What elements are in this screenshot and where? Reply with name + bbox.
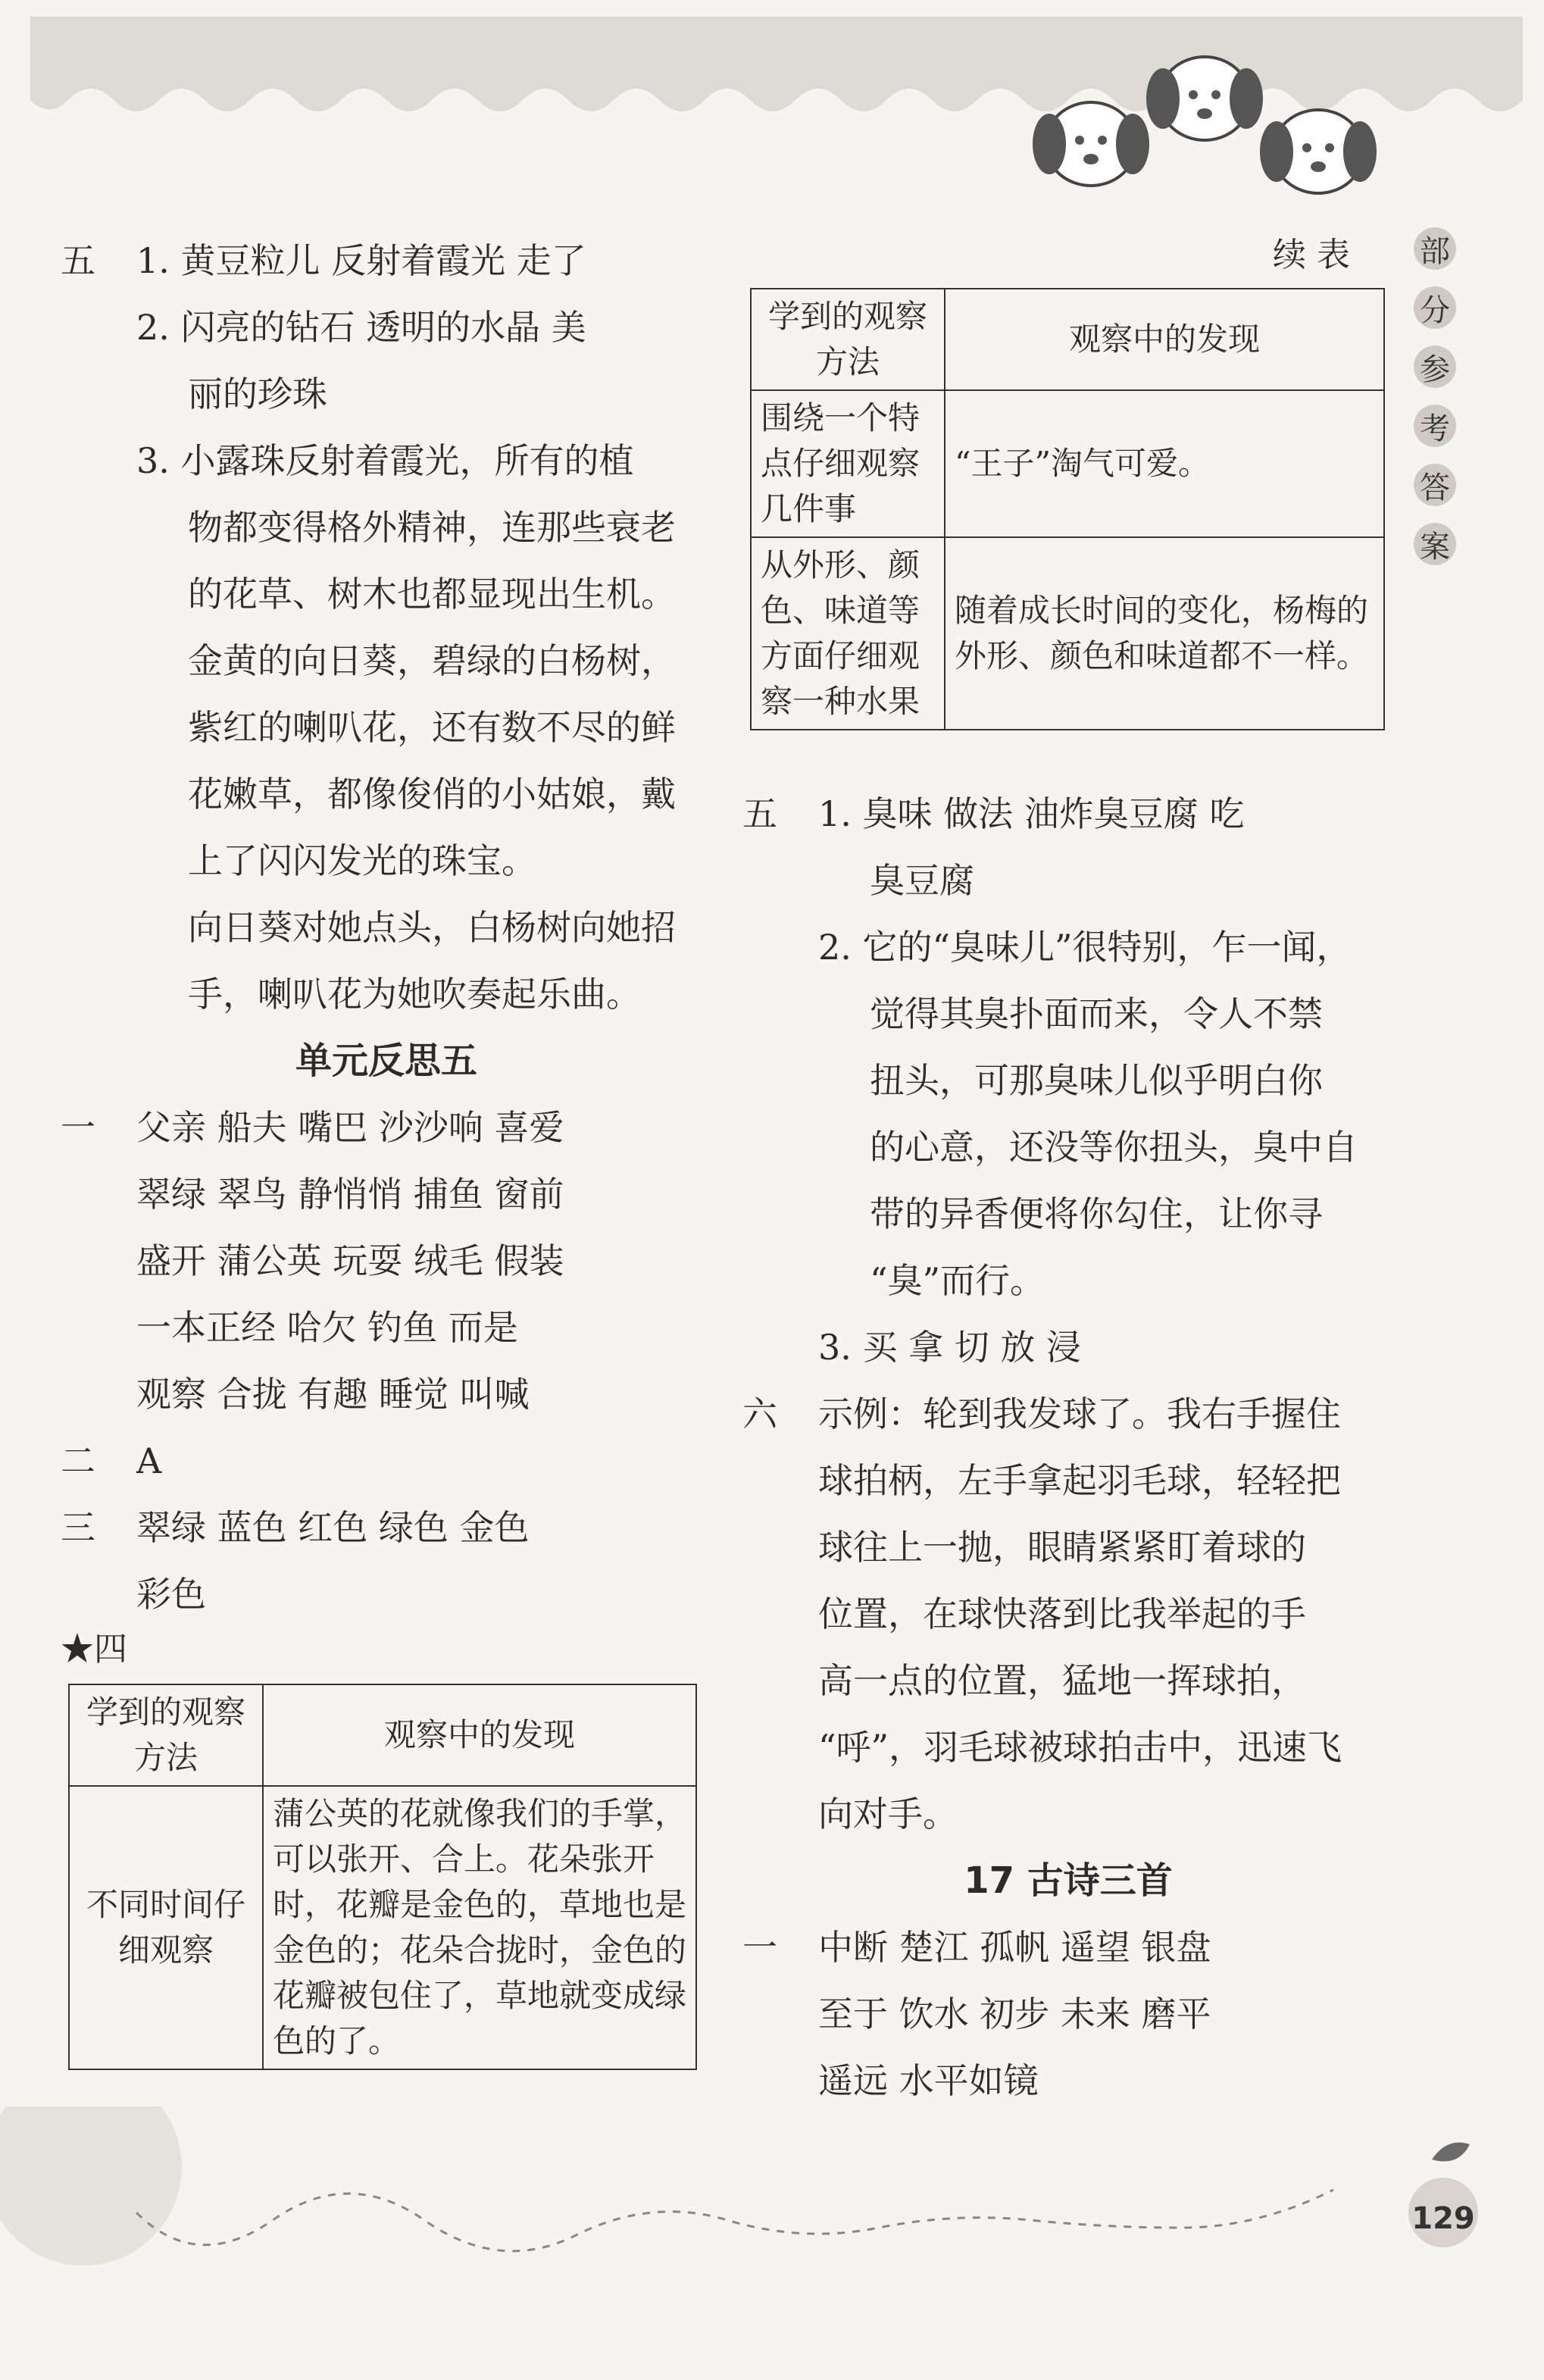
answer-line: 金黄的向日葵，碧绿的白杨树， <box>188 640 676 681</box>
table-row <box>751 537 1384 730</box>
table-header-cell: 观察中的发现 <box>263 1684 696 1786</box>
page-number: 129 <box>1411 2201 1475 2236</box>
right-q5 <box>742 780 1394 1381</box>
table-cell: 不同时间仔细观察 <box>69 1786 263 2069</box>
answer-line: 向对手。 <box>818 1794 958 1834</box>
left-q1 <box>61 1094 712 1428</box>
answer-line: 向日葵对她点头，白杨树向她招 <box>188 907 676 948</box>
table-cell: 围绕一个特点仔细观察几件事 <box>751 390 945 537</box>
answer-line: 一本正经 哈欠 钓鱼 而是 <box>136 1307 518 1348</box>
left-column <box>61 227 712 1628</box>
table-header-row <box>69 1684 696 1786</box>
answer-line: 球拍柄，左手拿起羽毛球，轻轻把 <box>818 1460 1341 1501</box>
left-q3 <box>61 1494 712 1628</box>
table-header-cell: 学到的观察方法 <box>751 289 945 390</box>
side-tab-char: 分 <box>1414 286 1456 329</box>
table-row <box>751 390 1384 537</box>
answer-line: 的心意，还没等你扭头，臭中自 <box>870 1127 1358 1168</box>
observation-table-left <box>68 1684 697 2070</box>
answer-line: 至于 饮水 初步 未来 磨平 <box>818 1994 1211 2034</box>
answer-line: 3. 小露珠反射着霞光，所有的植 <box>136 440 634 481</box>
answer-line: 的花草、树木也都显现出生机。 <box>188 574 676 615</box>
lesson-title: 17 古诗三首 <box>964 1859 1173 1902</box>
answer-line: 球往上一抛，眼睛紧紧盯着球的 <box>818 1527 1306 1568</box>
table-cell: 随着成长时间的变化，杨梅的外形、颜色和味道都不一样。 <box>945 537 1384 730</box>
answer-line: 1. 黄豆粒儿 反射着霞光 走了 <box>136 240 586 281</box>
question-mark: 一 <box>61 1107 95 1148</box>
answer-line: 遥远 水平如镜 <box>818 2060 1039 2101</box>
answer-line: 1. 臭味 做法 油炸臭豆腐 吃 <box>818 793 1245 834</box>
table-cell: 蒲公英的花就像我们的手掌，可以张开、合上。花朵张开时，花瓣是金色的，草地也是金色的；花朵合拢时，金色的花瓣被包住了，草地就变成绿色的了。 <box>263 1786 696 2069</box>
table-header-cell: 观察中的发现 <box>945 289 1384 390</box>
footer-decoration <box>0 2106 1544 2334</box>
answer-line: 花嫩草，都像俊俏的小姑娘，戴 <box>188 774 676 815</box>
answer-line: 示例：轮到我发球了。我右手握住 <box>818 1393 1341 1434</box>
answer-line: 观察 合拢 有趣 睡觉 叫喊 <box>136 1374 530 1415</box>
answer-line: 丽的珍珠 <box>188 374 327 414</box>
side-tab <box>1414 227 1459 582</box>
question-mark: 五 <box>742 793 777 834</box>
question-mark: 一 <box>742 1927 777 1968</box>
answer-line: 父亲 船夫 嘴巴 沙沙响 喜爱 <box>136 1107 564 1148</box>
answer-line: 彩色 <box>136 1574 206 1615</box>
unit-title: 单元反思五 <box>295 1040 477 1082</box>
continuation-label: 续 表 <box>1273 236 1350 274</box>
right-q6 <box>742 1381 1394 1847</box>
answer-line: 中断 楚江 孤帆 遥望 银盘 <box>818 1927 1211 1968</box>
left-q2 <box>61 1428 712 1494</box>
question-mark: 三 <box>61 1507 95 1548</box>
right-q1 <box>742 1914 1394 2114</box>
table-header-row <box>751 289 1384 390</box>
table-cell: 从外形、颜色、味道等方面仔细观察一种水果 <box>751 537 945 730</box>
side-tab-char: 考 <box>1414 405 1456 447</box>
answer-line: 带的异香便将你勾住，让你寻 <box>870 1193 1323 1234</box>
answer-line: 盛开 蒲公英 玩耍 绒毛 假装 <box>136 1240 564 1281</box>
answer-line: 位置，在球快落到比我举起的手 <box>818 1593 1306 1634</box>
question-mark: 二 <box>61 1440 95 1481</box>
answer-line: 翠绿 翠鸟 静悄悄 捕鱼 窗前 <box>136 1174 564 1215</box>
side-tab-char: 案 <box>1414 523 1456 565</box>
question-mark-star-four: ★四 <box>61 1630 127 1669</box>
answer-line: 手，喇叭花为她吹奏起乐曲。 <box>188 974 641 1015</box>
answer-line: 物都变得格外精神，连那些衰老 <box>188 507 676 548</box>
side-tab-char: 答 <box>1414 464 1456 506</box>
side-tab-char: 部 <box>1414 227 1456 270</box>
answer-line: “臭”而行。 <box>870 1260 1045 1301</box>
answer-line: 紫红的喇叭花，还有数不尽的鲜 <box>188 707 676 748</box>
answer-line: 翠绿 蓝色 红色 绿色 金色 <box>136 1507 530 1548</box>
answer-line: 高一点的位置，猛地一挥球拍， <box>818 1660 1306 1701</box>
answer-line: 扭头，可那臭味儿似乎明白你 <box>870 1060 1323 1101</box>
observation-table-right <box>750 288 1385 730</box>
answer-line: 觉得其臭扑面而来，令人不禁 <box>870 993 1323 1034</box>
question-mark: 六 <box>742 1393 777 1434</box>
table-header-cell: 学到的观察方法 <box>69 1684 263 1786</box>
table-cell: “王子”淘气可爱。 <box>945 390 1384 537</box>
answer-line: 2. 它的“臭味儿”很特别，乍一闻， <box>818 927 1352 968</box>
left-q5 <box>61 227 712 1027</box>
answer-line: 3. 买 拿 切 放 浸 <box>818 1327 1081 1368</box>
answer-line: A <box>136 1440 162 1481</box>
side-tab-char: 参 <box>1414 346 1456 388</box>
right-column <box>742 780 1394 2114</box>
answer-line: “呼”，羽毛球被球拍击中，迅速飞 <box>818 1727 1342 1768</box>
answer-line: 2. 闪亮的钻石 透明的水晶 美 <box>136 307 586 348</box>
answer-line: 上了闪闪发光的珠宝。 <box>188 840 536 881</box>
question-mark: 五 <box>61 240 95 281</box>
answer-line: 臭豆腐 <box>870 860 974 901</box>
table-row <box>69 1786 696 2069</box>
puppies-illustration <box>1015 30 1394 212</box>
